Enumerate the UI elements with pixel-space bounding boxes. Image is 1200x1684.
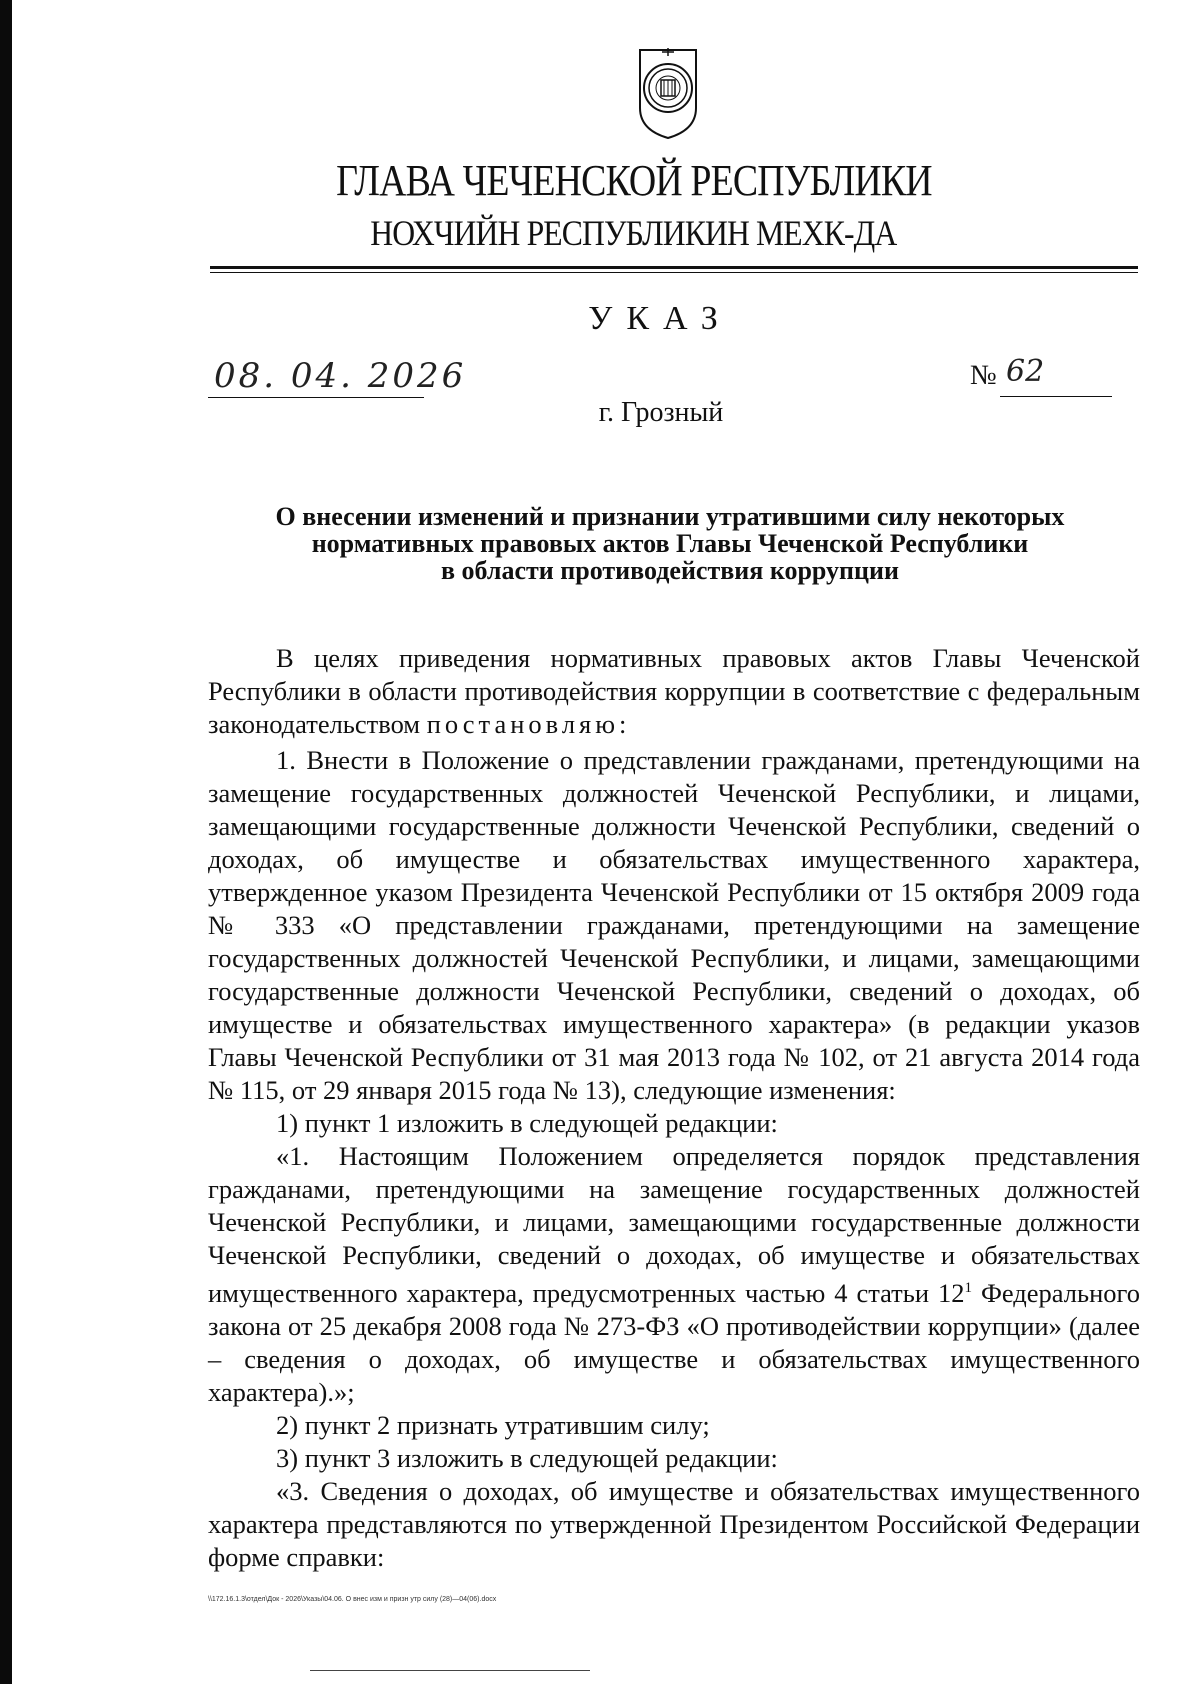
title-line-3: в области противодействия коррупции: [441, 556, 899, 585]
document-city: г. Грозный: [598, 397, 724, 428]
title-line-2: нормативных правовых актов Главы Чеченской Республики: [311, 529, 1029, 558]
decree-word: постановляю:: [426, 709, 631, 739]
scan-edge: [0, 0, 12, 1684]
subitem-2: 2) пункт 2 признать утратившим силу;: [276, 1409, 710, 1440]
quote-1-paragraph: [208, 1140, 1140, 1409]
quote-1-superscript: 1: [964, 1280, 972, 1296]
subitem-1: 1) пункт 1 изложить в следующей редакции:: [276, 1108, 778, 1138]
quote-1-text: «1. Настоящим Положением определяется порядок представления гражданами, претендующими на замещение государственных должностей Чеченской Республики, и лицами, замещающими государственные должности Чеченской Республики, сведений о доходах, об имуществе и обязательствах имущественного характера, предусмотренных частью 4 статьи 12: [208, 1141, 1140, 1308]
title-line-1: О внесении изменений и признании утратившими силу некоторых: [275, 502, 1065, 531]
footer-file-path: \\172.16.1.3\отдел\Док - 2026\Указы\04.06. О внес изм и призн утр силу (28)—04(06).docx: [208, 1596, 497, 1603]
preamble-paragraph: [208, 642, 1140, 741]
coat-of-arms-emblem: [634, 44, 702, 142]
quote-1-text-cont: Федерального закона от 25 декабря 2008 года № 273-ФЗ «О противодействии коррупции» (далее – сведения о доходах, об имуществе и обязательствах имущественного характера).»;: [208, 1277, 1140, 1407]
document-body: [208, 642, 1140, 1574]
document-number: 62: [1006, 354, 1045, 389]
item-1-paragraph: 1. Внести в Положение о представлении гражданами, претендующими на замещение государственных должностей Чеченской Республики, и лицами, замещающими государственные должности Чеченской Республики, сведений о доходах, об имуществе и обязательствах имущественного характера, утвержденное указом Президента Чеченской Республики от 15 октября 2009 года № 333 «О представлении гражданами, претендующими на замещение государственных должностей Чеченской Республики, и лицами, замещающими государственные должности Чеченской Республики, сведений о доходах, об имуществе и обязательствах имущественного характера» (в редакции указов Главы Чеченской Республики от 31 мая 2013 года № 102, от 21 августа 2014 года № 115, от 29 января 2015 года № 13), следующие изменения:: [208, 745, 1140, 1105]
header-divider-thick: [210, 266, 1138, 269]
number-label: №: [970, 360, 997, 391]
document-date: 08. 04. 2026: [214, 356, 467, 396]
header-title-ce: НОХЧИЙН РЕСПУБЛИКИН МЕХК-ДА: [370, 213, 897, 253]
document-type: УКАЗ: [588, 300, 732, 337]
subitem-3: 3) пункт 3 изложить в следующей редакции:: [276, 1442, 778, 1473]
bottom-line: [310, 1670, 590, 1671]
quote-3-paragraph: «3. Сведения о доходах, об имуществе и обязательствах имущественного характера представляются по утвержденной Президентом Российской Федерации форме справки:: [208, 1475, 1140, 1572]
header-title-ru: ГЛАВА ЧЕЧЕНСКОЙ РЕСПУБЛИКИ: [336, 156, 932, 205]
header-divider-thin: [210, 272, 1138, 273]
document-title: [230, 503, 1110, 584]
preamble-text: В целях приведения нормативных правовых актов Главы Чеченской Республики в области противодействия коррупции в соответствие с федеральным законодательством: [208, 643, 1140, 739]
